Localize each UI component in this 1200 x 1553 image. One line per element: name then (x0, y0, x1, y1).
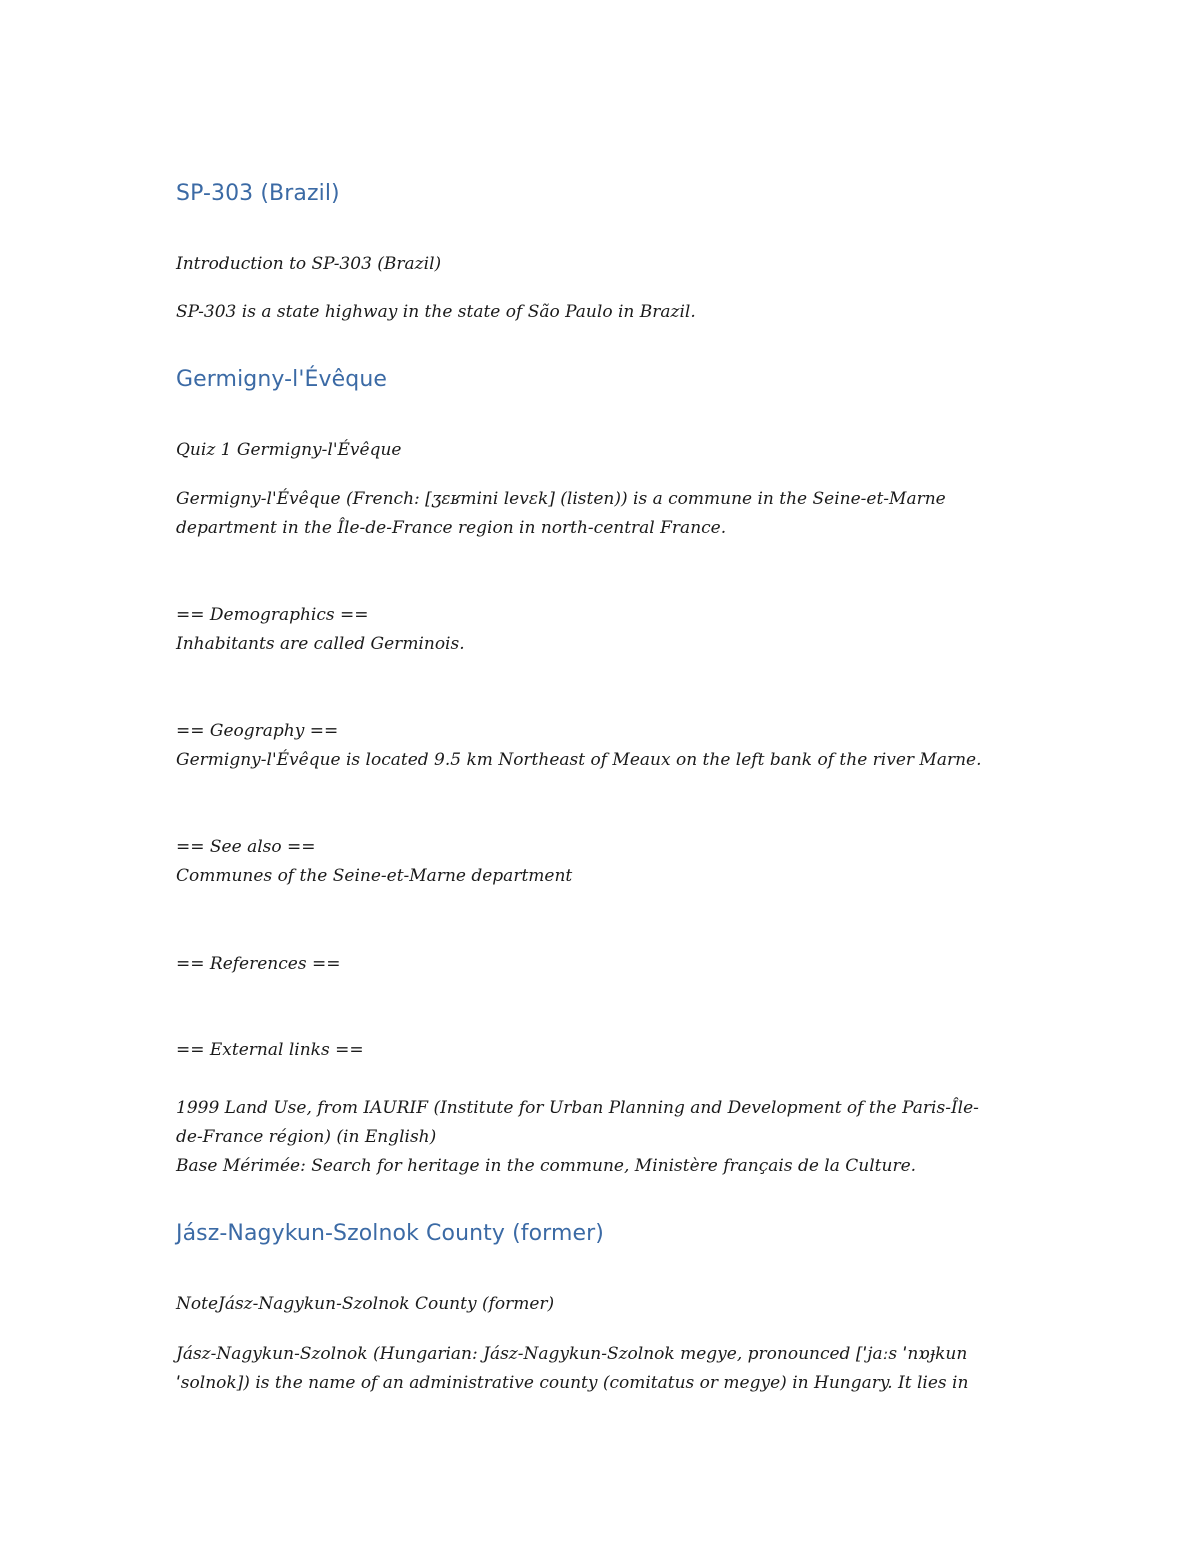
demographics-text: Inhabitants are called Germinois. (176, 634, 465, 654)
document-page (176, 0, 1026, 1553)
body-paragraph-line-1: Jász-Nagykun-Szolnok (Hungarian: Jász-Nagykun-Szolnok megye, pronounced [ˈjaːs ˈnɒɟkun (176, 1344, 968, 1364)
geography-text: Germigny-l'Évêque is located 9.5 km Northeast of Meaux on the left bank of the river Marne. (176, 750, 982, 770)
subheading-external-links: == External links == (176, 1040, 364, 1060)
subheading-demographics: == Demographics == (176, 605, 369, 625)
note-line: NoteJász-Nagykun-Szolnok County (former) (176, 1294, 555, 1314)
section-heading-germigny: Germigny-l'Évêque (176, 367, 388, 392)
body-paragraph-line-1: Germigny-l'Évêque (French: [ʒɛʁmini levɛk] (listen)) is a commune in the Seine-et-Marne (176, 489, 946, 509)
external-link-text-line-3: Base Mérimée: Search for heritage in the commune, Ministère français de la Culture. (176, 1156, 917, 1176)
section-heading-jasz-nagykun-szolnok: Jász-Nagykun-Szolnok County (former) (176, 1221, 604, 1246)
subheading-references: == References == (176, 954, 341, 974)
intro-line: Introduction to SP-303 (Brazil) (176, 254, 442, 274)
body-paragraph-line-2: department in the Île-de-France region in north-central France. (176, 518, 727, 538)
external-link-text-line-1: 1999 Land Use, from IAURIF (Institute for Urban Planning and Development of the Paris-Île- (176, 1098, 979, 1118)
section-heading-sp-303: SP-303 (Brazil) (176, 181, 340, 206)
see-also-text: Communes of the Seine-et-Marne department (176, 866, 573, 886)
body-paragraph: SP-303 is a state highway in the state of São Paulo in Brazil. (176, 302, 696, 322)
quiz-line: Quiz 1 Germigny-l'Évêque (176, 440, 402, 460)
body-paragraph-line-2: ˈsolnok]) is the name of an administrative county (comitatus or megye) in Hungary. It lies in (176, 1373, 969, 1393)
external-link-text-line-2: de-France région) (in English) (176, 1127, 437, 1147)
subheading-see-also: == See also == (176, 837, 316, 857)
subheading-geography: == Geography == (176, 721, 339, 741)
